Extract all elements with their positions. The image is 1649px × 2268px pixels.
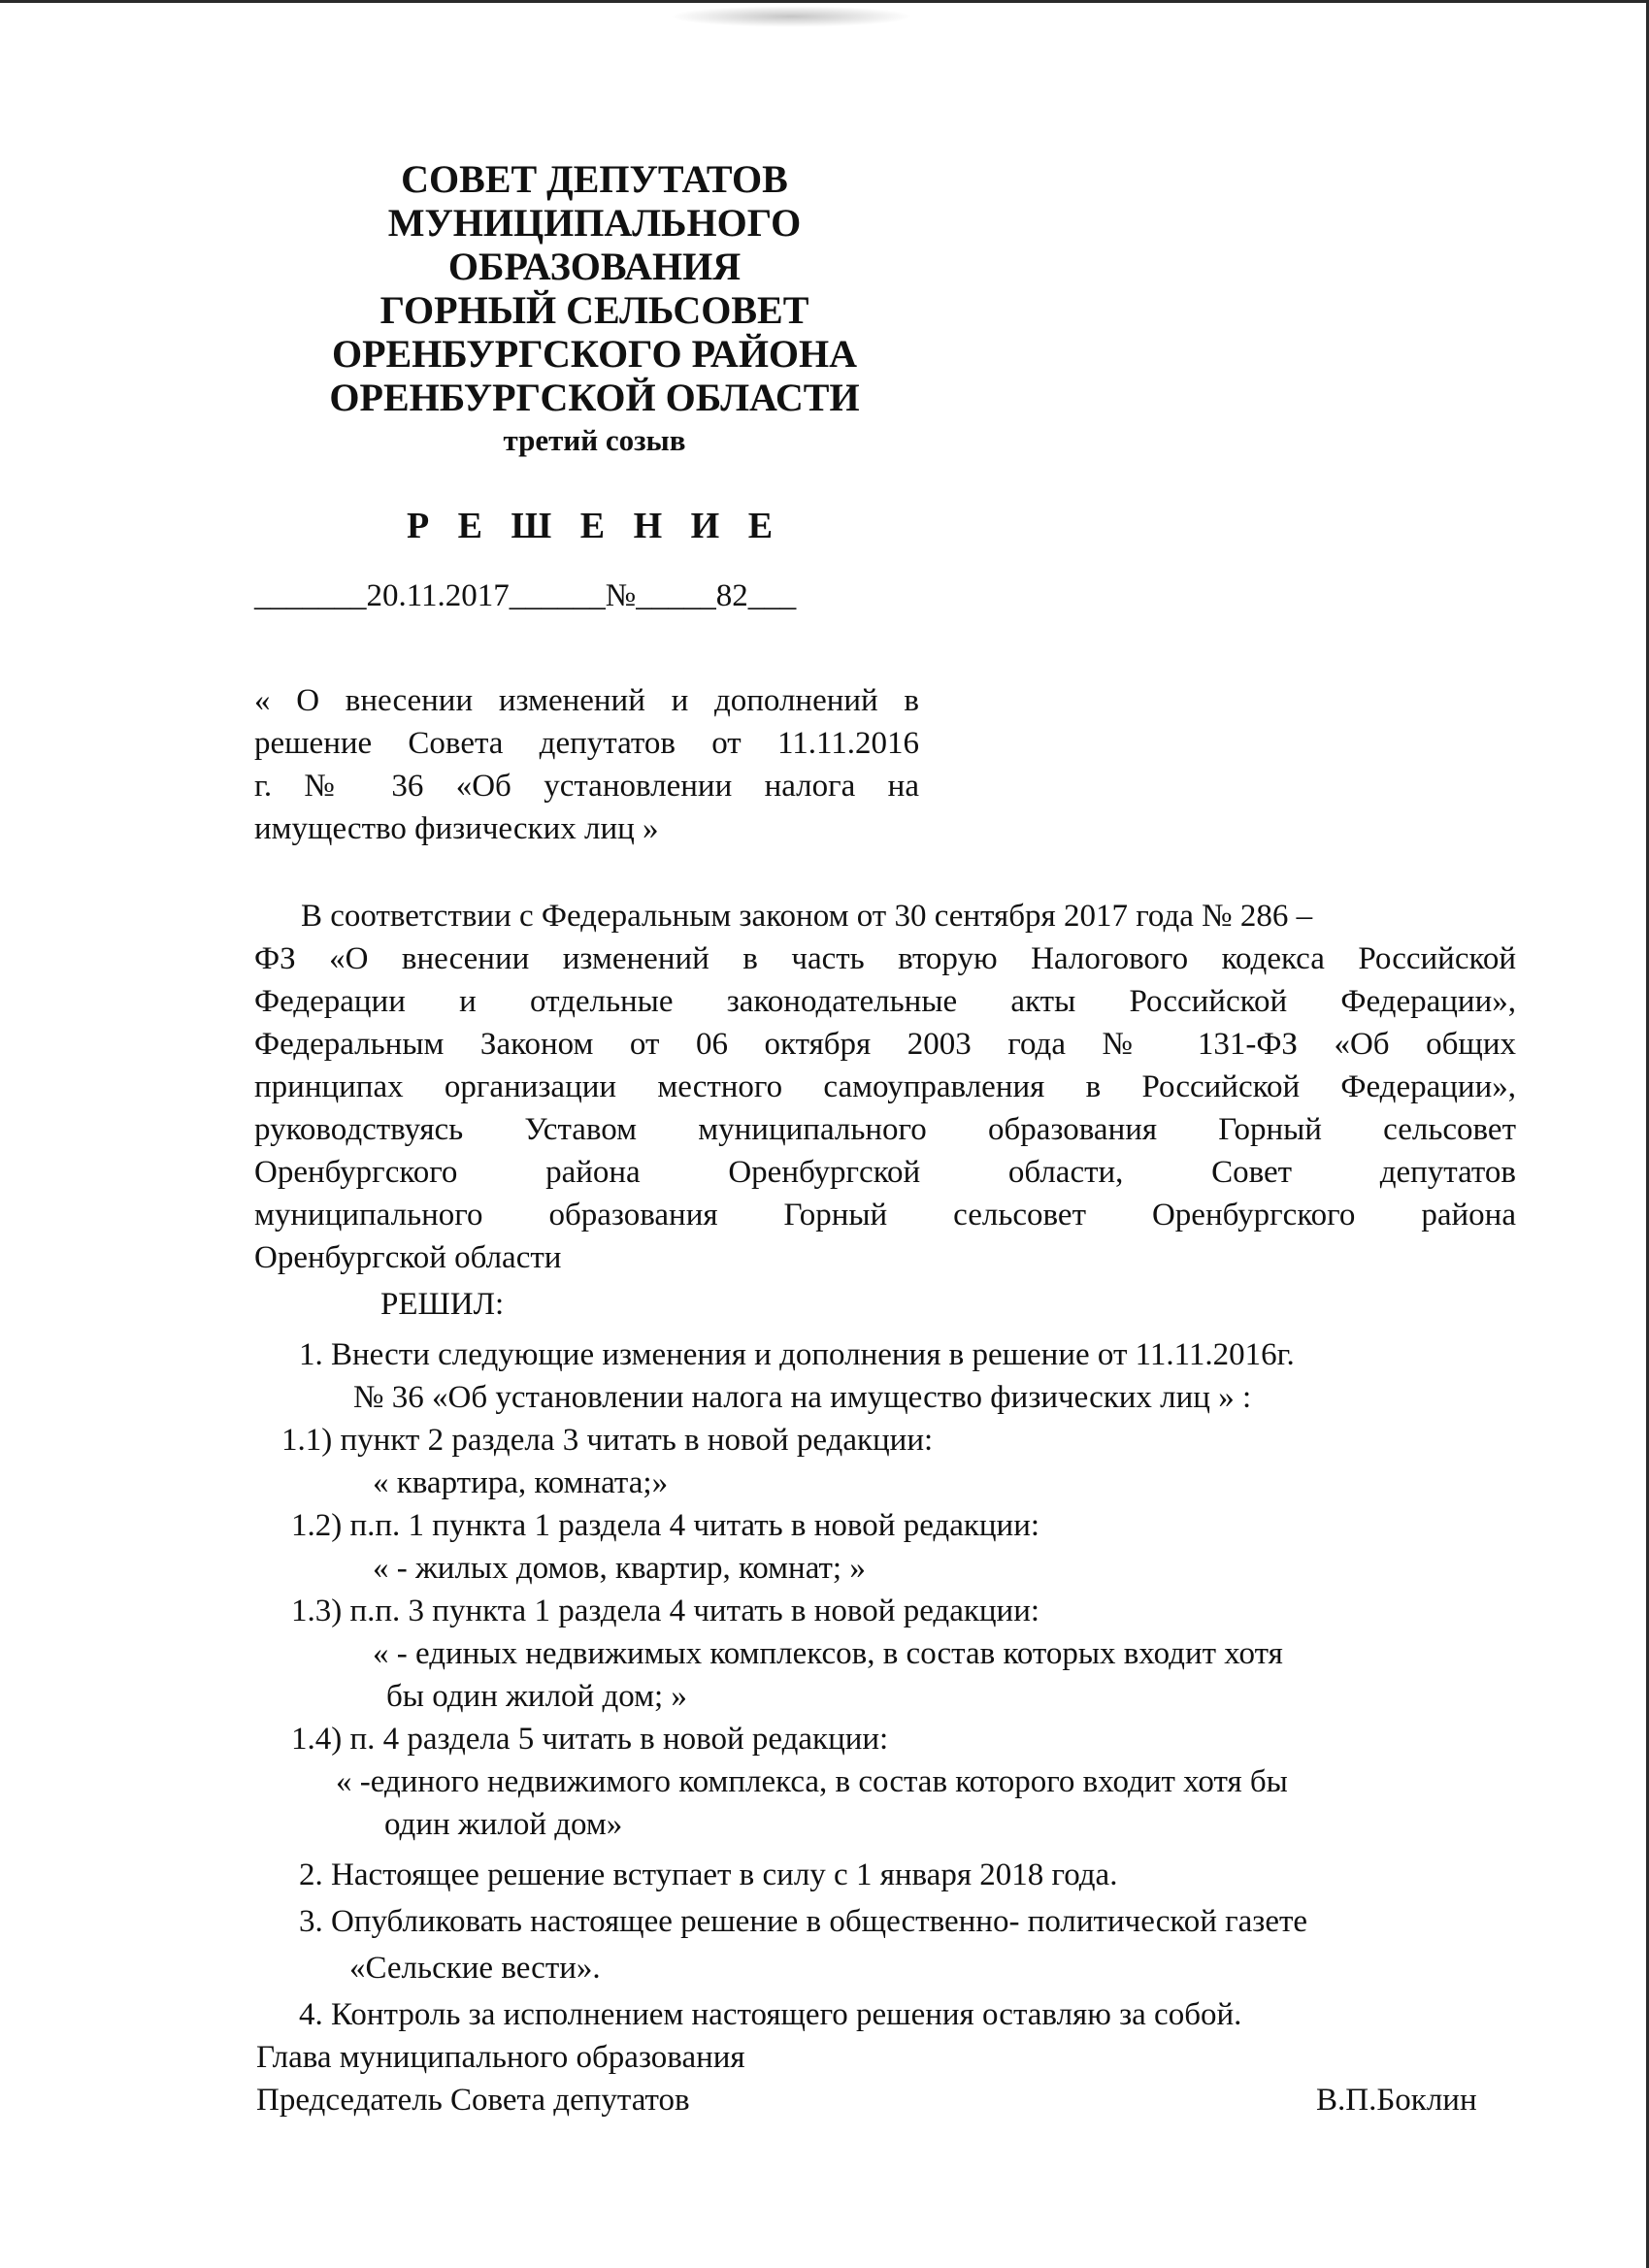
preamble-line: В соответствии с Федеральным законом от 30 сентября 2017 года № 286 – <box>301 899 1313 934</box>
list-item: 1.1) пункт 2 раздела 3 читать в новой редакции: <box>281 1423 934 1458</box>
list-item: « - единых недвижимых комплексов, в состав которых входит хотя <box>373 1636 1283 1671</box>
list-item: 1.2) п.п. 1 пункта 1 раздела 4 читать в новой редакции: <box>291 1508 1040 1543</box>
signatory-name: В.П.Боклин <box>1316 2083 1477 2118</box>
resolved-label: РЕШИЛ: <box>380 1287 505 1322</box>
list-item: « - жилых домов, квартир, комнат; » <box>373 1551 866 1586</box>
header-line: СОВЕТ ДЕПУТАТОВ <box>401 157 788 201</box>
list-item: «Сельские вести». <box>349 1951 601 1986</box>
list-item: 4. Контроль за исполнением настоящего решения оставляю за собой. <box>299 1997 1242 2032</box>
signatory-title-2: Председатель Совета депутатов <box>256 2083 690 2118</box>
list-item: один жилой дом» <box>384 1807 623 1842</box>
subject-line: решение Совета депутатов от 11.11.2016 <box>254 726 919 761</box>
list-item: 2. Настоящее решение вступает в силу с 1 января 2018 года. <box>299 1857 1118 1892</box>
preamble-line: ФЗ «О внесении изменений в часть вторую Налогового кодекса Российской <box>254 941 1516 976</box>
scan-border-top <box>0 0 1649 3</box>
preamble-line: Оренбургского района Оренбургской области, Совет депутатов <box>254 1155 1516 1190</box>
preamble-line: руководствуясь Уставом муниципального образования Горный сельсовет <box>254 1112 1516 1147</box>
preamble-line: Оренбургской области <box>254 1240 562 1275</box>
preamble-line: Федерации и отдельные законодательные акты Российской Федерации», <box>254 984 1516 1019</box>
list-item: № 36 «Об установлении налога на имущество физических лиц » : <box>353 1380 1252 1415</box>
preamble-line: муниципального образования Горный сельсовет Оренбургского района <box>254 1198 1516 1233</box>
header-line: ОБРАЗОВАНИЯ <box>447 245 742 288</box>
subject-line: г. № 36 «Об установлении налога на <box>254 769 919 804</box>
header-line: ОРЕНБУРГСКОГО РАЙОНА <box>331 332 858 376</box>
preamble-line: принципах организации местного самоуправления в Российской Федерации», <box>254 1069 1516 1104</box>
convocation: третий созыв <box>503 423 686 457</box>
decision-title: Р Е Ш Е Н И Е <box>406 506 783 546</box>
subject-line: имущество физических лиц » <box>254 811 659 846</box>
list-item: 1.4) п. 4 раздела 5 читать в новой редакции: <box>291 1722 889 1757</box>
preamble-line: Федеральным Законом от 06 октября 2003 года № 131-ФЗ «Об общих <box>254 1027 1516 1062</box>
list-item: 1.3) п.п. 3 пункта 1 раздела 4 читать в новой редакции: <box>291 1594 1040 1628</box>
issuer-header <box>311 157 878 462</box>
list-item: 3. Опубликовать настоящее решение в общественно- политической газете <box>299 1904 1308 1939</box>
header-line: ОРЕНБУРГСКОЙ ОБЛАСТИ <box>329 376 860 419</box>
list-item: « -единого недвижимого комплекса, в состав которого входит хотя бы <box>336 1764 1288 1799</box>
header-line: ГОРНЫЙ СЕЛЬСОВЕТ <box>379 288 809 332</box>
list-item: 1. Внести следующие изменения и дополнения в решение от 11.11.2016г. <box>299 1337 1295 1372</box>
list-item: « квартира, комната;» <box>373 1465 669 1500</box>
header-line: МУНИЦИПАЛЬНОГО <box>387 201 802 245</box>
list-item: бы один жилой дом; » <box>386 1679 687 1714</box>
decision-subject <box>254 679 919 850</box>
signatory-title-1: Глава муниципального образования <box>256 2040 745 2075</box>
date-number-line: _______20.11.2017______№_____82___ <box>254 578 797 613</box>
scan-smudge <box>670 6 912 27</box>
subject-line: « О внесении изменений и дополнений в <box>254 683 919 718</box>
preamble-paragraph <box>254 895 1516 1279</box>
